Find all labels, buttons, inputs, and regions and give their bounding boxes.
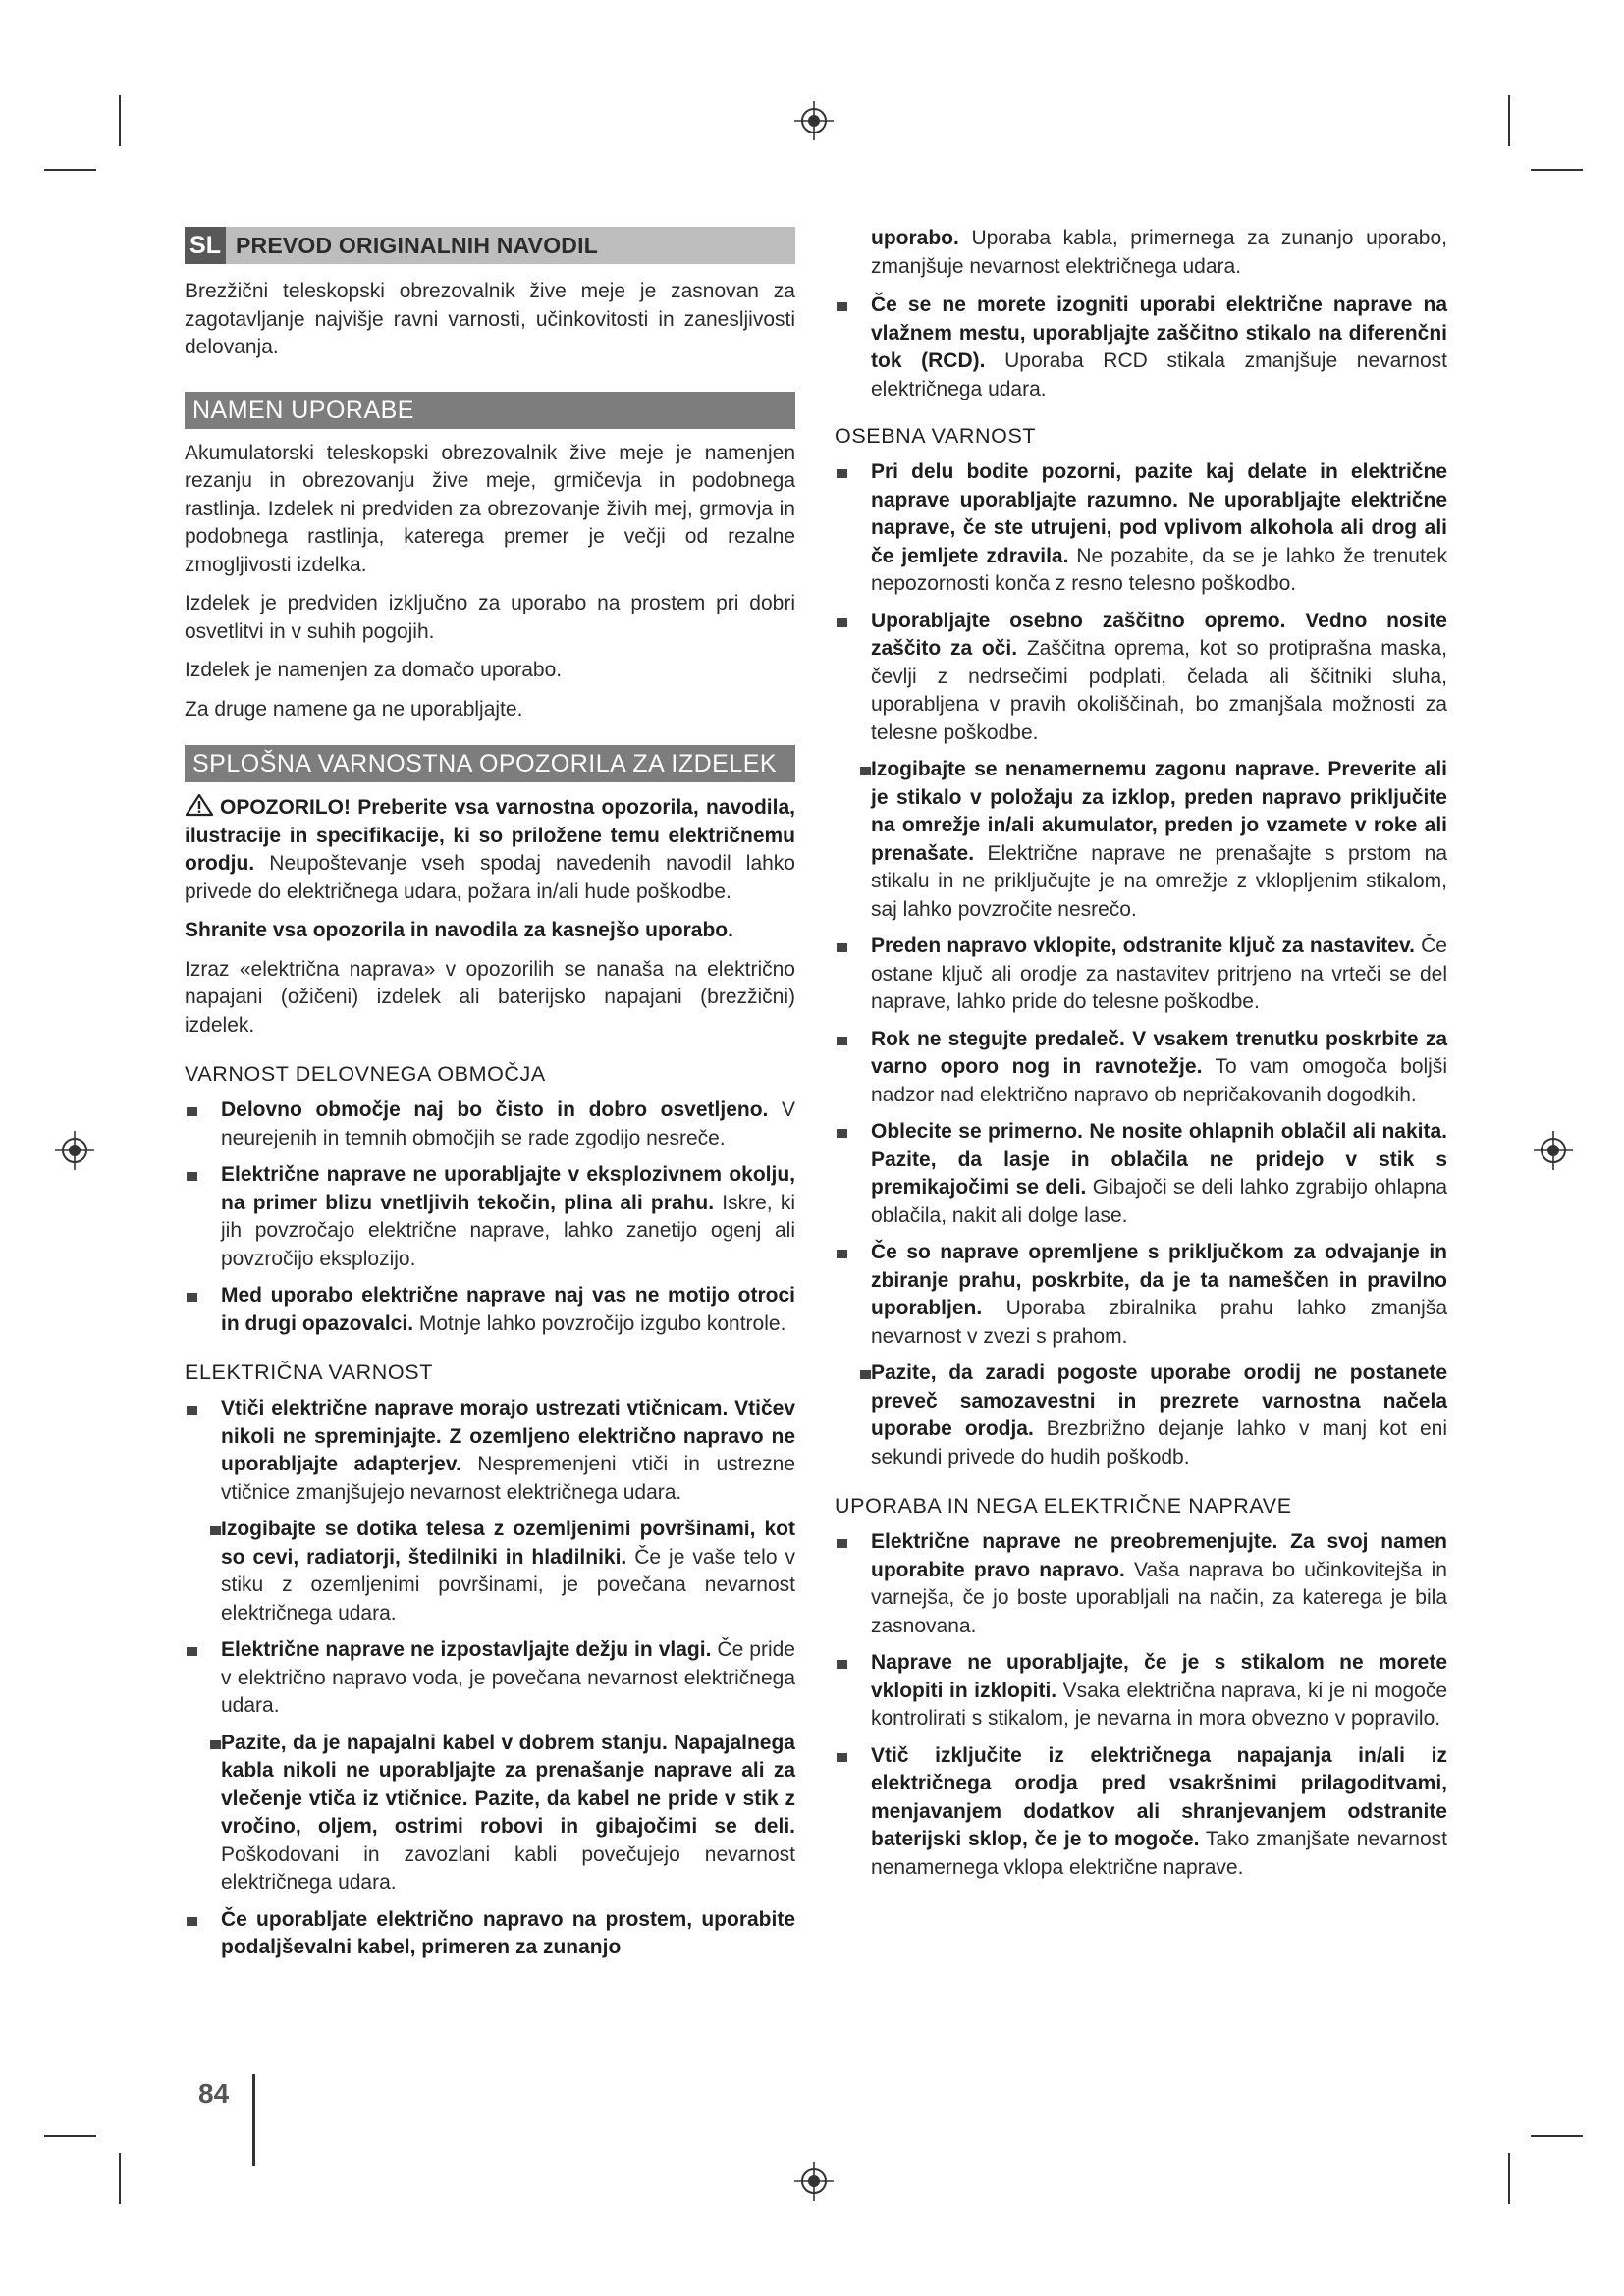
list-item-text: [221, 1516, 795, 1628]
osebna-list: [835, 458, 1447, 1471]
item-bold: Rok ne stegujte predaleč. V vsakem trenutku poskrbite za varno oporo nog in ravnotežje.: [871, 1027, 1447, 1078]
continued-bold: uporabo.: [871, 227, 959, 249]
item-bold: Če so naprave opremljene s priključkom za odvajanje in zbiranje prahu, poskrbite, da je ta nameščen in pravilno uporabljen.: [871, 1241, 1447, 1319]
list-item-text: [871, 1118, 1447, 1230]
list-item: [835, 608, 1447, 748]
item-text: Motnje lahko povzročijo izgubo kontrole.: [413, 1311, 786, 1335]
list-item-text: [871, 458, 1447, 599]
item-bold: Izogibajte se dotika telesa z ozemljenimi površinami, kot so cevi, radiatorji, štedilniki in hladilniki.: [221, 1518, 795, 1569]
item-text: Poškodovani in zavozlani kabli povečujejo nevarnost električnega udara.: [221, 1842, 795, 1894]
subheading-delovno: VARNOST DELOVNEGA OBMOČJA: [185, 1062, 546, 1086]
item-bold: Uporabljajte osebno zaščitno opremo. Vedno nosite zaščito za oči.: [871, 609, 1447, 660]
list-item: [835, 1742, 1447, 1883]
item-text: Vaša naprava bo učinkovitejša in varnejša, če jo boste uporabljali na način, za katerega je bila zasnovana.: [871, 1558, 1447, 1637]
bullet: [210, 1740, 221, 1749]
bullet: [860, 767, 871, 775]
list-item: [185, 1636, 795, 1721]
subheading-osebna: OSEBNA VARNOST: [835, 424, 1037, 448]
item-bold: Oblecite se primerno. Ne nosite ohlapnih oblačil ali nakita. Pazite, da lasje in oblačila ne pridejo v stik s premikajočimi se deli.: [871, 1120, 1447, 1199]
list-item: [835, 1239, 1447, 1351]
list-item-text: [871, 1239, 1447, 1351]
crop-mark: [44, 2135, 96, 2137]
crop-mark: [119, 2153, 121, 2204]
crop-mark: [119, 95, 121, 146]
list-item-text: [871, 1026, 1447, 1110]
crop-mark: [1531, 2135, 1583, 2137]
item-bold: Med uporabo električne naprave naj vas ne motijo otroci in drugi opazovalci.: [221, 1284, 795, 1335]
subheading-uporaba: UPORABA IN NEGA ELEKTRIČNE NAPRAVE: [835, 1494, 1292, 1518]
namen-paragraph: Izdelek je namenjen za domačo uporabo.: [185, 659, 563, 681]
bullet: [837, 302, 847, 311]
namen-paragraph: Akumulatorski teleskopski obrezovalnik žive meje je namenjen rezanju in obrezovanju žive meje, grmičevja in podobnega rastlinja. Izdelek ni predviden za obrezovanje živih mej, grmovja in podobnega rastlinja, katerega premer je večji od rezalne zmogljivosti izdelka.: [185, 441, 795, 576]
item-bold: Naprave ne uporabljajte, če je s stikalom ne morete vklopiti in izklopiti.: [871, 1651, 1447, 1702]
list-item-text: [221, 1395, 795, 1507]
item-bold: Pazite, da je napajalni kabel v dobrem stanju. Napajalnega kabla nikoli ne uporabljajte za prenašanje naprave ali za vlečenje vtiča iz vtičnice. Pazite, da kabel ne pride v stik z vročino, oljem, ostrimi robovi in gibajočimi se deli.: [221, 1731, 795, 1838]
warning-text: Neupoštevanje vseh spodaj navedenih navodil lahko privede do električnega udara, požara in/ali hude poškodbe.: [185, 852, 795, 903]
namen-paragraph: Izdelek je predviden izključno za uporabo na prostem pri dobri osvetlitvi in v suhih pogojih.: [185, 592, 795, 643]
list-item-text: [871, 1649, 1447, 1734]
bullet: [837, 469, 847, 478]
bullet: [837, 618, 847, 627]
section-heading-namen: NAMEN UPORABE: [185, 392, 795, 429]
item-text: Če je vaše telo v stiku z ozemljenimi površinami, je povečana nevarnost električnega udara.: [221, 1545, 795, 1625]
item-bold: Če se ne morete izogniti uporabi električne naprave na vlažnem mestu, uporabljajte zaščitno stikalo na diferenčni tok (RCD).: [871, 294, 1447, 372]
list-item-text: [871, 1742, 1447, 1883]
registration-mark-icon: [794, 2162, 834, 2201]
item-text: Ne pozabite, da se je lahko že trenutek nepozornosti konča z resno telesno poškodbo.: [871, 544, 1447, 595]
section-title-bar: [185, 227, 795, 264]
list-item: [835, 1026, 1447, 1110]
keep-instructions: [185, 917, 795, 945]
item-bold: Če uporabljate električno napravo na prostem, uporabite podaljševalni kabel, primeren za zunanjo: [221, 1907, 795, 1958]
item-bold: Delovno območje naj bo čisto in dobro osvetljeno.: [221, 1098, 769, 1121]
item-bold: Vtič izključite iz električnega napajanja in/ali iz električnega orodja pred vsakršnimi prilagoditvami, menjavanjem dodatkov ali shranjevanjem odstranite baterijski sklop, če je to mogoče.: [871, 1743, 1447, 1850]
item-text: V neurejenih in temnih območjih se rade zgodijo nesreče.: [221, 1098, 795, 1149]
keep-instructions-text: Shranite vsa opozorila in navodila za kasnejšo uporabo.: [185, 919, 733, 941]
list-item-text: [871, 608, 1447, 748]
left-column: [185, 227, 795, 1971]
continued-paragraph: [835, 225, 1447, 281]
intro-paragraph: Brezžični teleskopski obrezovalnik žive meje je zasnovan za zagotavljanje najvišje ravni varnosti, učinkovitosti in zanesljivosti delovanja.: [185, 280, 795, 358]
item-bold: Preden napravo vklopite, odstranite ključ za nastavitev.: [871, 934, 1415, 957]
item-text: Električne naprave ne prenašajte s prstom na stikalu in ne priključujte je na omrežje z vklopljenim stikalom, saj lahko povzročite nesrečo.: [871, 841, 1447, 921]
elektricna-list: [185, 1395, 795, 1962]
crop-mark: [1508, 95, 1510, 146]
item-bold: Izogibajte se nenamernemu zagonu naprave. Preverite ali je stikalo v položaju za izklop, preden napravo priključite na omrežje in/ali akumulator, preden jo vzamete v roke ali prenašate.: [871, 758, 1447, 865]
bullet: [860, 1370, 871, 1379]
term-paragraph: Izraz «električna naprava» v opozorilih se nanaša na električno napajani (ožičeni) izdelek ali baterijsko napajani (brezžični) izdelek.: [185, 957, 795, 1037]
registration-mark-icon: [55, 1131, 94, 1170]
list-item-text: [871, 933, 1447, 1017]
item-bold: Pazite, da zaradi pogoste uporabe orodij ne postanete preveč samozavestni in prezrete varnostna načela uporabe orodja.: [871, 1362, 1447, 1440]
crop-mark: [44, 169, 96, 171]
bullet: [187, 1917, 197, 1926]
item-text: Uporaba zbiralnika prahu lahko zmanjša nevarnost v zvezi s prahom.: [871, 1297, 1447, 1348]
item-text: Brezbrižno dejanje lahko v manj kot eni sekundi privede do hudih poškodb.: [871, 1417, 1448, 1468]
list-item-text: [221, 1730, 795, 1897]
bullet: [837, 1660, 847, 1669]
item-text: Če ostane ključ ali orodje za nastavitev pritrjeno na vrteči se del naprave, lahko pride do telesne poškodbe.: [871, 934, 1447, 1013]
list-item-text: [221, 1282, 795, 1338]
list-item: [185, 1906, 795, 1962]
item-text: Tako zmanjšate nevarnost nenamernega vklopa električne naprave.: [871, 1828, 1447, 1879]
list-item: [835, 1360, 1447, 1471]
delovno-list: [185, 1096, 795, 1338]
list-item: [835, 1118, 1447, 1230]
list-item-text: [871, 1360, 1447, 1471]
item-text: Zaščitna oprema, kot so protiprašna maska, čevlji z nedrsečimi podplati, čelada ali ščitniki sluha, uporabljena v pravih okoliščinah, bo zmanjšala možnosti za telesne poškodbe.: [871, 637, 1447, 744]
list-item: [185, 1282, 795, 1338]
bullet: [187, 1107, 197, 1116]
bullet: [187, 1172, 197, 1181]
crop-mark: [1531, 169, 1583, 171]
item-text: Gibajoči se deli lahko zgrabijo ohlapna oblačila, nakit ali dolge lase.: [871, 1176, 1447, 1227]
registration-mark-icon: [794, 101, 834, 140]
list-item: [185, 1516, 795, 1628]
bullet: [837, 943, 847, 952]
bullet: [837, 1539, 847, 1548]
bullet: [210, 1526, 221, 1535]
warning-bold-text: OPOZORILO! Preberite vsa varnostna opozorila, navodila, ilustracije in specifikacije, ki so priložene temu električnemu orodju.: [185, 796, 795, 875]
namen-paragraph: Za druge namene ga ne uporabljajte.: [185, 697, 523, 721]
bullet: [837, 1129, 847, 1138]
right-column: [835, 225, 1447, 1891]
page-title: PREVOD ORIGINALNIH NAVODIL: [236, 233, 598, 258]
list-item: [185, 1395, 795, 1507]
warning-paragraph: [185, 793, 795, 906]
warning-triangle-icon: [185, 793, 214, 817]
list-item: [185, 1096, 795, 1152]
item-bold: Električne naprave ne preobremenjujte. Za svoj namen uporabite pravo napravo.: [871, 1530, 1447, 1581]
item-text: Če pride v električno napravo voda, je povečana nevarnost električnega udara.: [221, 1638, 795, 1717]
list-item-text: [871, 1528, 1447, 1640]
list-item: [835, 458, 1447, 599]
crop-mark: [1508, 2153, 1510, 2204]
uporaba-list: [835, 1528, 1447, 1882]
item-text: Uporaba RCD stikala zmanjšuje nevarnost električnega udara.: [871, 349, 1448, 400]
continued-text: Uporaba kabla, primernega za zunanjo uporabo, zmanjšuje nevarnost električnega udara.: [871, 227, 1447, 278]
item-text: Vsaka električna naprava, ki je ni mogoče kontrolirati s stikalom, je nevarna in mora obvezno v popravilo.: [871, 1679, 1448, 1730]
list-item-text: [221, 1906, 795, 1962]
item-bold: Električne naprave ne izpostavljajte dežju in vlagi.: [221, 1638, 712, 1661]
item-bold: Pri delu bodite pozorni, pazite kaj delate in električne naprave uporabljajte razumno. Ne uporabljajte električne naprave, če ste utrujeni, pod vplivom alkohola ali drog ali če jemljete zdravila.: [871, 460, 1447, 567]
list-item-text: [871, 756, 1447, 924]
list-item: [185, 1161, 795, 1273]
page-number: 84: [198, 2078, 230, 2109]
registration-mark-icon: [1534, 1131, 1573, 1170]
list-item: [835, 1649, 1447, 1734]
bullet: [837, 1037, 847, 1045]
bullet: [837, 1250, 847, 1258]
language-tag: SL: [185, 227, 226, 264]
item-text: To vam omogoča boljši nadzor nad električno napravo ob nepričakovanih dogodkih.: [871, 1055, 1447, 1106]
list-item: [835, 756, 1447, 924]
bullet: [187, 1406, 197, 1415]
list-item: [835, 292, 1447, 403]
subheading-elektricna: ELEKTRIČNA VARNOST: [185, 1361, 433, 1384]
list-item: [835, 933, 1447, 1017]
list-item: [185, 1730, 795, 1897]
item-bold: Vtiči električne naprave morajo ustrezati vtičnicam. Vtičev nikoli ne spreminjajte. Z ozemljeno električno napravo ne uporabljajte adapterjev.: [221, 1397, 795, 1475]
list-item: [835, 1528, 1447, 1640]
list-item-text: [221, 1636, 795, 1721]
bullet: [187, 1293, 197, 1302]
section-heading-splosna: SPLOŠNA VARNOSTNA OPOZORILA ZA IZDELEK: [185, 745, 795, 782]
item-text: Iskre, ki jih povzročajo električne naprave, lahko zanetijo ogenj ali povzročijo eksplozijo.: [221, 1191, 795, 1270]
item-bold: Električne naprave ne uporabljajte v eksplozivnem okolju, na primer blizu vnetljivih tekočin, plina ali prahu.: [221, 1163, 795, 1214]
list-item-text: [221, 1161, 795, 1273]
bullet: [187, 1647, 197, 1656]
item-text: Nespremenjeni vtiči in ustrezne vtičnice zmanjšujejo nevarnost električnega udara.: [221, 1453, 795, 1504]
bullet: [837, 1753, 847, 1762]
page-number-divider: [252, 2074, 255, 2166]
list-item-text: [221, 1096, 795, 1152]
